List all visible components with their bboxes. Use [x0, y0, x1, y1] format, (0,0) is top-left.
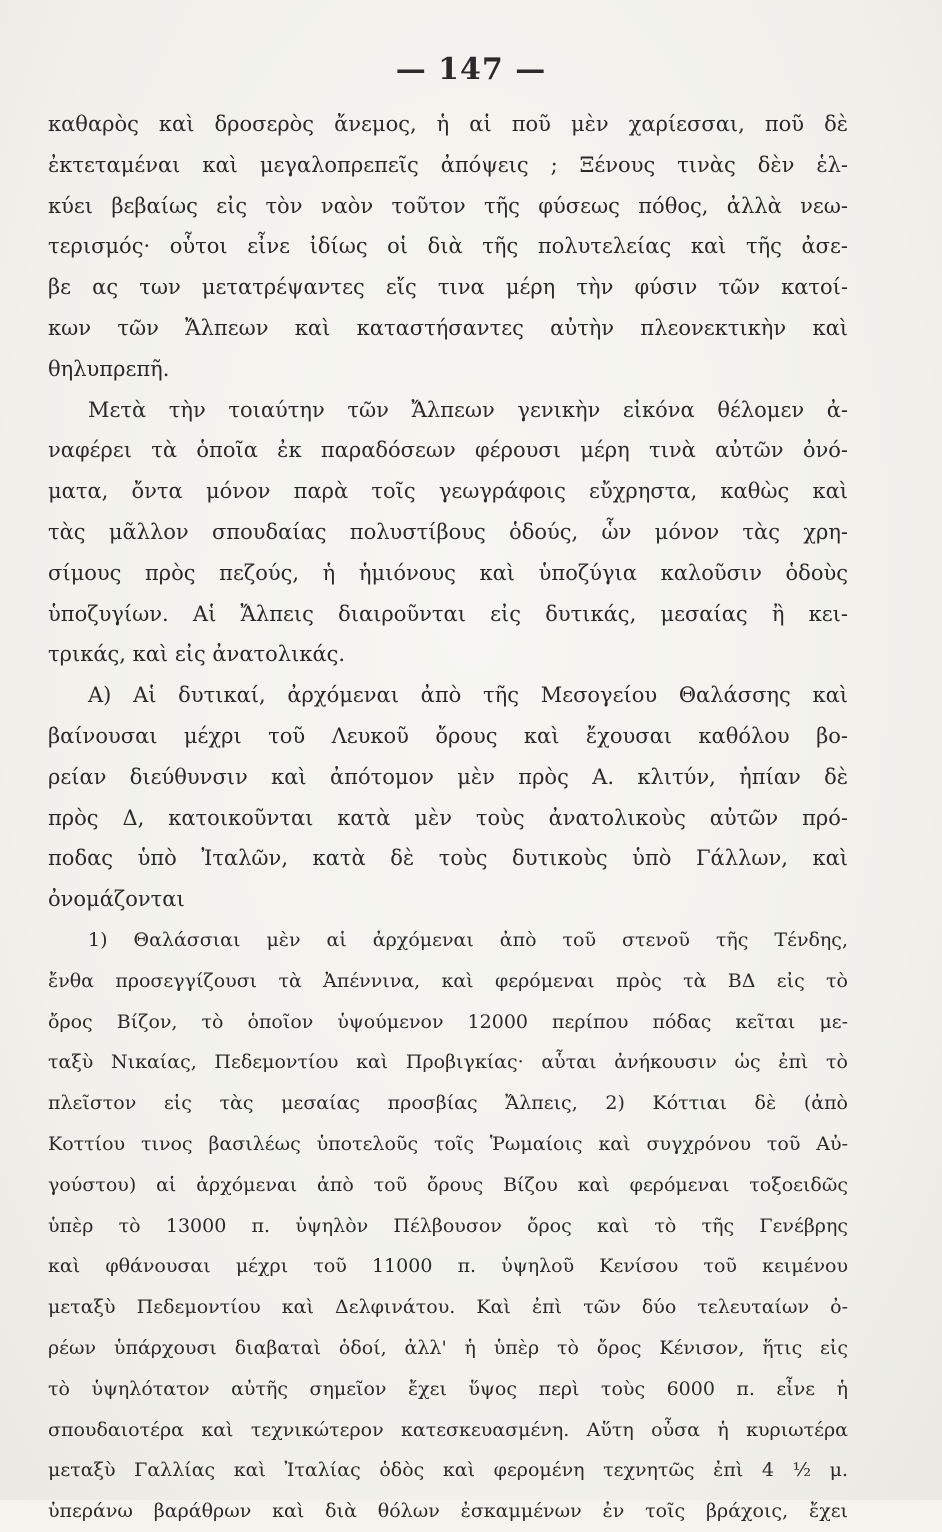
text-line: γούστου) αἱ ἀρχόμεναι ἀπὸ τοῦ ὄρους Βίζου καὶ φερόμεναι τοξοειδῶς: [48, 1173, 848, 1196]
text-line: ταξὺ Νικαίας, Πεδεμοντίου καὶ Προβιγκίας· αὗται ἀνήκουσιν ὡς ἐπὶ τὸ: [48, 1051, 848, 1074]
text-line: πρὸς Δ, κατοικοῦνται κατὰ μὲν τοὺς ἀνατολικοὺς αὐτῶν πρό-: [48, 805, 848, 830]
text-line: ναφέρει τὰ ὁποῖα ἐκ παραδόσεων φέρουσι μέρη τινὰ αὐτῶν ὀνό-: [48, 438, 848, 463]
text-line: σίμους πρὸς πεζούς, ἡ ἡμιόνους καὶ ὑποζύγια καλοῦσιν ὁδοὺς: [48, 560, 848, 585]
text-line: σπουδαιοτέρα καὶ τεχνικώτερον κατεσκευασμένη. Αὕτη οὖσα ἡ κυριωτέρα: [48, 1418, 848, 1441]
text-line: τὸ ὑψηλότατον αὐτῆς σημεῖον ἔχει ὕψος περὶ τοὺς 6000 π. εἶνε ἡ: [48, 1377, 848, 1400]
text-line: ὑποζυγίων. Αἱ Ἄλπεις διαιροῦνται εἰς δυτικάς, μεσαίας ἢ κει-: [48, 601, 848, 626]
text-line: ρείαν διεύθυνσιν καὶ ἀπότομον μὲν πρὸς Α. κλιτύν, ἠπίαν δὲ: [48, 764, 848, 789]
page-number: — 147 —: [395, 52, 547, 87]
text-line: καθαρὸς καὶ δροσερὸς ἄνεμος, ἡ αἱ ποῦ μὲν χαρίεσσαι, ποῦ δὲ: [48, 112, 848, 136]
text-line: τερισμός· οὗτοι εἶνε ἰδίως οἱ διὰ τῆς πολυτελείας καὶ τῆς ἀσε-: [48, 234, 848, 259]
text-line: ρέων ὑπάρχουσι διαβαταὶ ὁδοί, ἀλλ' ἡ ὑπὲρ τὸ ὄρος Κένισον, ἥτις εἰς: [48, 1336, 848, 1359]
text-line: ἐκτεταμέναι καὶ μεγαλοπρεπεῖς ἀπόψεις ; Ξένους τινὰς δὲν ἑλ-: [48, 152, 848, 177]
text-line: ὄρος Βίζον, τὸ ὁποῖον ὑψούμενον 12000 περίπου πόδας κεῖται με-: [48, 1010, 848, 1033]
text-line: βαίνουσαι μέχρι τοῦ Λευκοῦ ὄρους καὶ ἔχουσαι καθόλου βο-: [48, 723, 848, 748]
text-line: μεταξὺ Γαλλίας καὶ Ἰταλίας ὁδὸς καὶ φερομένη τεχνητῶς ἐπὶ 4 ½ μ.: [48, 1459, 848, 1482]
text-line: μεταξὺ Πεδεμοντίου καὶ Δελφινάτου. Καὶ ἐπὶ τῶν δύο τελευταίων ὀ-: [48, 1296, 848, 1319]
text-line: ὑπεράνω βαράθρων καὶ διὰ θόλων ἐσκαμμένων ἐν τοῖς βράχοις, ἔχει: [48, 1500, 848, 1523]
text-line: ματα, ὄντα μόνον παρὰ τοῖς γεωγράφοις εὔχρηστα, καθὼς καὶ: [48, 479, 848, 504]
text-line: ὑπὲρ τὸ 13000 π. ὑψηλὸν Πέλβουσον ὄρος καὶ τὸ τῆς Γενέβρης: [48, 1214, 848, 1237]
text-line: θηλυπρεπῆ.: [48, 356, 170, 381]
text-line: 1) Θαλάσσιαι μὲν αἱ ἀρχόμεναι ἀπὸ τοῦ στενοῦ τῆς Τένδης,: [88, 928, 848, 951]
text-line: Κοττίου τινος βασιλέως ὑποτελοῦς τοῖς Ῥωμαίοις καὶ συγχρόνου τοῦ Αὐ-: [48, 1132, 848, 1155]
text-line: τὰς μᾶλλον σπουδαίας πολυστίβους ὁδούς, ὧν μόνον τὰς χρη-: [48, 519, 848, 544]
text-line: Α) Αἱ δυτικαί, ἀρχόμεναι ἀπὸ τῆς Μεσογείου Θαλάσσης καὶ: [88, 683, 848, 708]
text-line: ἔνθα προσεγγίζουσι τὰ Ἀπέννινα, καὶ φερόμεναι πρὸς τὰ ΒΔ εἰς τὸ: [48, 969, 848, 992]
text-line: καὶ φθάνουσαι μέχρι τοῦ 11000 π. ὑψηλοῦ Κενίσου τοῦ κειμένου: [48, 1255, 848, 1278]
text-line: ὀνομάζονται: [48, 887, 185, 912]
body-text: [48, 104, 848, 1532]
text-line: βε ας των μετατρέψαντες εἴς τινα μέρη τὴν φύσιν τῶν κατοί-: [48, 275, 848, 300]
text-line: κύει βεβαίως εἰς τὸν ναὸν τοῦτον τῆς φύσεως πόθος, ἀλλὰ νεω-: [48, 193, 848, 218]
text-line: Μετὰ τὴν τοιαύτην τῶν Ἄλπεων γενικὴν εἰκόνα θέλομεν ἀ-: [88, 397, 848, 422]
text-line: ποδας ὑπὸ Ἰταλῶν, κατὰ δὲ τοὺς δυτικοὺς ὑπὸ Γάλλων, καὶ: [48, 846, 848, 871]
text-line: κων τῶν Ἄλπεων καὶ καταστήσαντες αὐτὴν πλεονεκτικὴν καὶ: [48, 315, 848, 340]
text-line: πλεῖστον εἰς τὰς μεσαίας προσβίας Ἄλπεις, 2) Κόττιαι δὲ (ἀπὸ: [48, 1092, 848, 1115]
text-line: τρικάς, καὶ εἰς ἀνατολικάς.: [48, 642, 346, 667]
